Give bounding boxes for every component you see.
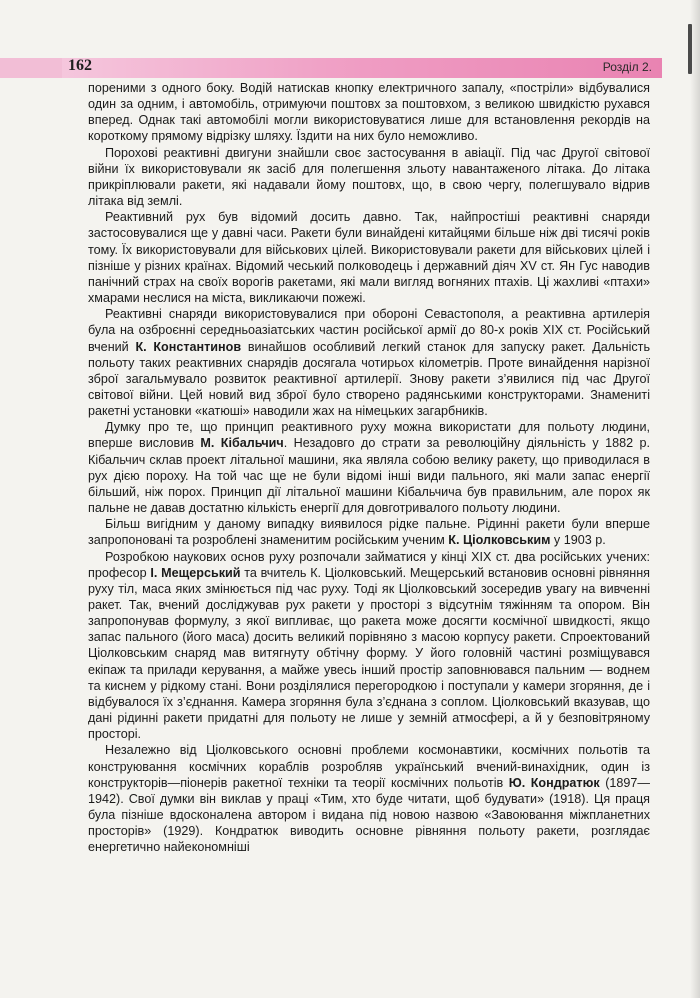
paragraph bbox=[88, 419, 650, 516]
text-run: у 1903 р. bbox=[550, 533, 606, 548]
header-bar bbox=[0, 58, 662, 78]
text-run: пореними з одного боку. Водій натискав кнопку електричного запалу, «постріли» відбувалися один за одним, і автомобіль, отримуючи поштовх за поштовхом, з великою швидкістю рухався вперед. Однак такі автомобілі могли використовуватися лише для встановлення рекордів на короткому прямому відрізку шляху. Їздити на них було неможливо. bbox=[88, 81, 650, 144]
text-run: винайшов особливий легкий станок для запуску ракет. Дальність польоту таких реактивних снарядів досягала чотирьох кілометрів. Проте винайдення нарізної зброї загальмувало розвиток реактивної артилерії. Знову ракети з’явилися під час Другої світової війни. Цей новий вид зброї було створено радянськими конструкторами. Знамениті ракетні установки «катюші» наводили жах на німецьких загарбників. bbox=[88, 339, 651, 419]
page-edge-shadow bbox=[690, 0, 700, 998]
text-run: (1897—1942). Свої думки він виклав у праці «Тим, хто буде читати, щоб будувати» (1918). Ця праця була пізніше вдосконалена автором і видана під новою назвою «Завоювання міжпланетних просторів» (1929). Кондратюк виводить основне рівняння польоту ракети, розглядає енергетично найекономніші bbox=[88, 775, 650, 855]
page-corner-mark bbox=[688, 24, 692, 74]
person-name: І. Мещерський bbox=[150, 565, 241, 580]
person-name: М. Кібальчич bbox=[200, 436, 284, 451]
header-bar-strip bbox=[0, 58, 62, 78]
paragraph bbox=[88, 209, 650, 306]
text-run: Думку про те, що принцип реактивного руху можна використати для польоту людини, вперше висловив bbox=[88, 420, 650, 451]
paragraph bbox=[88, 516, 650, 548]
paragraph bbox=[88, 80, 650, 145]
text-run: Порохові реактивні двигуни знайшли своє застосування в авіації. Під час Другої світової війни їх використовували як засіб для полегшення зльоту навантаженого літака. До літака прикріплювали ракети, які надавали йому поштовх, що, в свою чергу, полегшувало відрив літака від землі. bbox=[88, 145, 650, 209]
person-name: К. Константинов bbox=[135, 339, 242, 354]
section-label: Розділ 2. bbox=[602, 60, 652, 74]
text-run: Реактивний рух був відомий досить давно. Так, найпростіші реактивні снаряди застосовувалися ще у давні часи. Ракети були винайдені китайцями більше ніж дві тисячі років тому. Їх використовували для військових цілей. Використовували ракети для військових цілей і пізніше у різних країнах. Відомий чеський полководець і державний діяч XV ст. Ян Гус наводив панічний страх на своїх ворогів ракетами, які мали вигляд вогняних птахів. Ці жахливі «птахи» хмарами неслися на міста, викликаючи пожежі. bbox=[88, 210, 650, 306]
paragraph bbox=[88, 742, 650, 855]
paragraph bbox=[88, 306, 650, 419]
person-name: К. Ціолковським bbox=[448, 533, 551, 548]
paragraph bbox=[88, 145, 650, 210]
person-name: Ю. Кондратюк bbox=[508, 775, 600, 790]
text-run: та вчитель К. Ціолковський. Мещерський встановив основні рівняння руху тіл, маса яких змінюється під час руху. Тоді як Ціолковський зосередив увагу на вивченні ракет. Так, вчений досліджував рух ракети у просторі з відсутнім тяжінням та опором. Він запропонував формулу, з якої випливає, що ракета може досягти космічної швидкості, якщо запас пального (його маса) досить великий порівняно з масою корпусу ракети. Спроектований Ціолковським снаряд мав витягнуту обтічну форму. У його головній частині розміщувався екіпаж та прилади керування, а майже увесь інший простір заповнювався пальним — воднем та киснем у рідкому стані. Вони розділялися перегородкою і поступали у камери згоряння, де і відбувалося їх з’єднання. Камера згоряння була з’єднана з соплом. Ціолковський вказував, що дані рідинні ракети придатні для польоту не лише у земній атмосфері, а й у безповітряному просторі. bbox=[88, 565, 650, 742]
text-run: . Незадовго до страти за революційну діяльність у 1882 р. Кібальчич склав проект літальної машини, яка являла собою велику ракету, що приводилася в рух дією пороху. На той час ще не були відомі інші види пального, які мали запас енергії більший, ніж порох. Принцип дії літальної машини Кібальчича був правильним, але порох як пальне не давав достатню кількість енергії для довготривалого польоту людини. bbox=[88, 436, 650, 516]
text-run: Більш вигідним у даному випадку виявилося рідке пальне. Рідинні ракети були вперше запропоновані та розроблені знаменитим російським ученим bbox=[88, 517, 650, 548]
text-run: Реактивні снаряди використовувалися при обороні Севастополя, а реактивна артилерія була на озброєнні середньоазіатських частин російської армії до 80-х років XIX ст. Російський вчений bbox=[88, 307, 650, 354]
text-run: Незалежно від Ціолковського основні проблеми космонавтики, космічних польотів та конструювання космічних кораблів розробляв український вчений-винахідник, один із конструкторів—піонерів ракетної техніки та теорії космічних польотів bbox=[88, 743, 650, 790]
body-text bbox=[88, 80, 650, 856]
paragraph bbox=[88, 549, 650, 743]
text-run: Розробкою наукових основ руху розпочали займатися у кінці XIX ст. два російських учених: професор bbox=[88, 549, 650, 580]
page-number: 162 bbox=[68, 57, 92, 74]
